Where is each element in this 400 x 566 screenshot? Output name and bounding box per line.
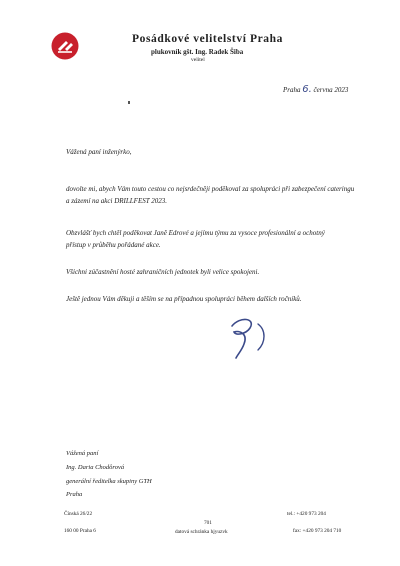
addressee-name: Ing. Daria Chodôrová bbox=[66, 463, 125, 471]
date-month-year: června 2023 bbox=[313, 86, 349, 94]
date-day-handwritten: 6. bbox=[302, 84, 312, 95]
paragraph-2: Obzvlášť bych chtěl poděkovat Janě Edrové a jejímu týmu za vysoce profesionální a ochotný přístup v průběhu pořádané akce. bbox=[66, 229, 325, 249]
paragraph-4: Ještě jednou Vám děkuji a těším se na případnou spolupráci během dalších ročníků. bbox=[66, 295, 302, 303]
military-emblem-icon bbox=[51, 32, 79, 60]
paragraph-1: dovolte mi, abych Vám touto cestou co nejsrdečněji poděkoval za spolupráci při zabezpečení cateringu a zázemí na akci DRILLFEST 2023. bbox=[66, 185, 355, 205]
date-city: Praha bbox=[283, 86, 301, 94]
header-title: Posádkové velitelství Praha bbox=[132, 33, 283, 45]
addressee-greeting: Vážená paní bbox=[66, 450, 99, 457]
footer-street: Čínská 26/22 bbox=[64, 511, 93, 517]
handwritten-signature bbox=[222, 314, 270, 360]
addressee-city: Praha bbox=[66, 491, 83, 499]
letter-footer bbox=[64, 511, 358, 547]
footer-databox: datová schránka hjyuzvk bbox=[175, 529, 228, 535]
letter-date bbox=[283, 84, 348, 95]
stray-mark bbox=[128, 101, 130, 104]
addressee-block bbox=[66, 447, 152, 502]
footer-phone: tel.: +420 973 204 bbox=[287, 511, 326, 517]
header-commander: plukovník gšt. Ing. Radek Šiba bbox=[151, 48, 244, 56]
paragraph-3: Všichni zúčastnění hosté zahraničních jednotek byli velice spokojeni. bbox=[66, 268, 260, 276]
addressee-position: generální ředitelka skupiny GTH bbox=[66, 477, 152, 485]
header-role: velitel bbox=[191, 57, 205, 63]
footer-box-number: 701 bbox=[204, 520, 212, 526]
footer-fax: fax: +420 973 204 710 bbox=[293, 528, 342, 534]
footer-postcode: 160 00 Praha 6 bbox=[64, 528, 96, 534]
salutation: Vážená paní inženýrko, bbox=[66, 148, 132, 156]
